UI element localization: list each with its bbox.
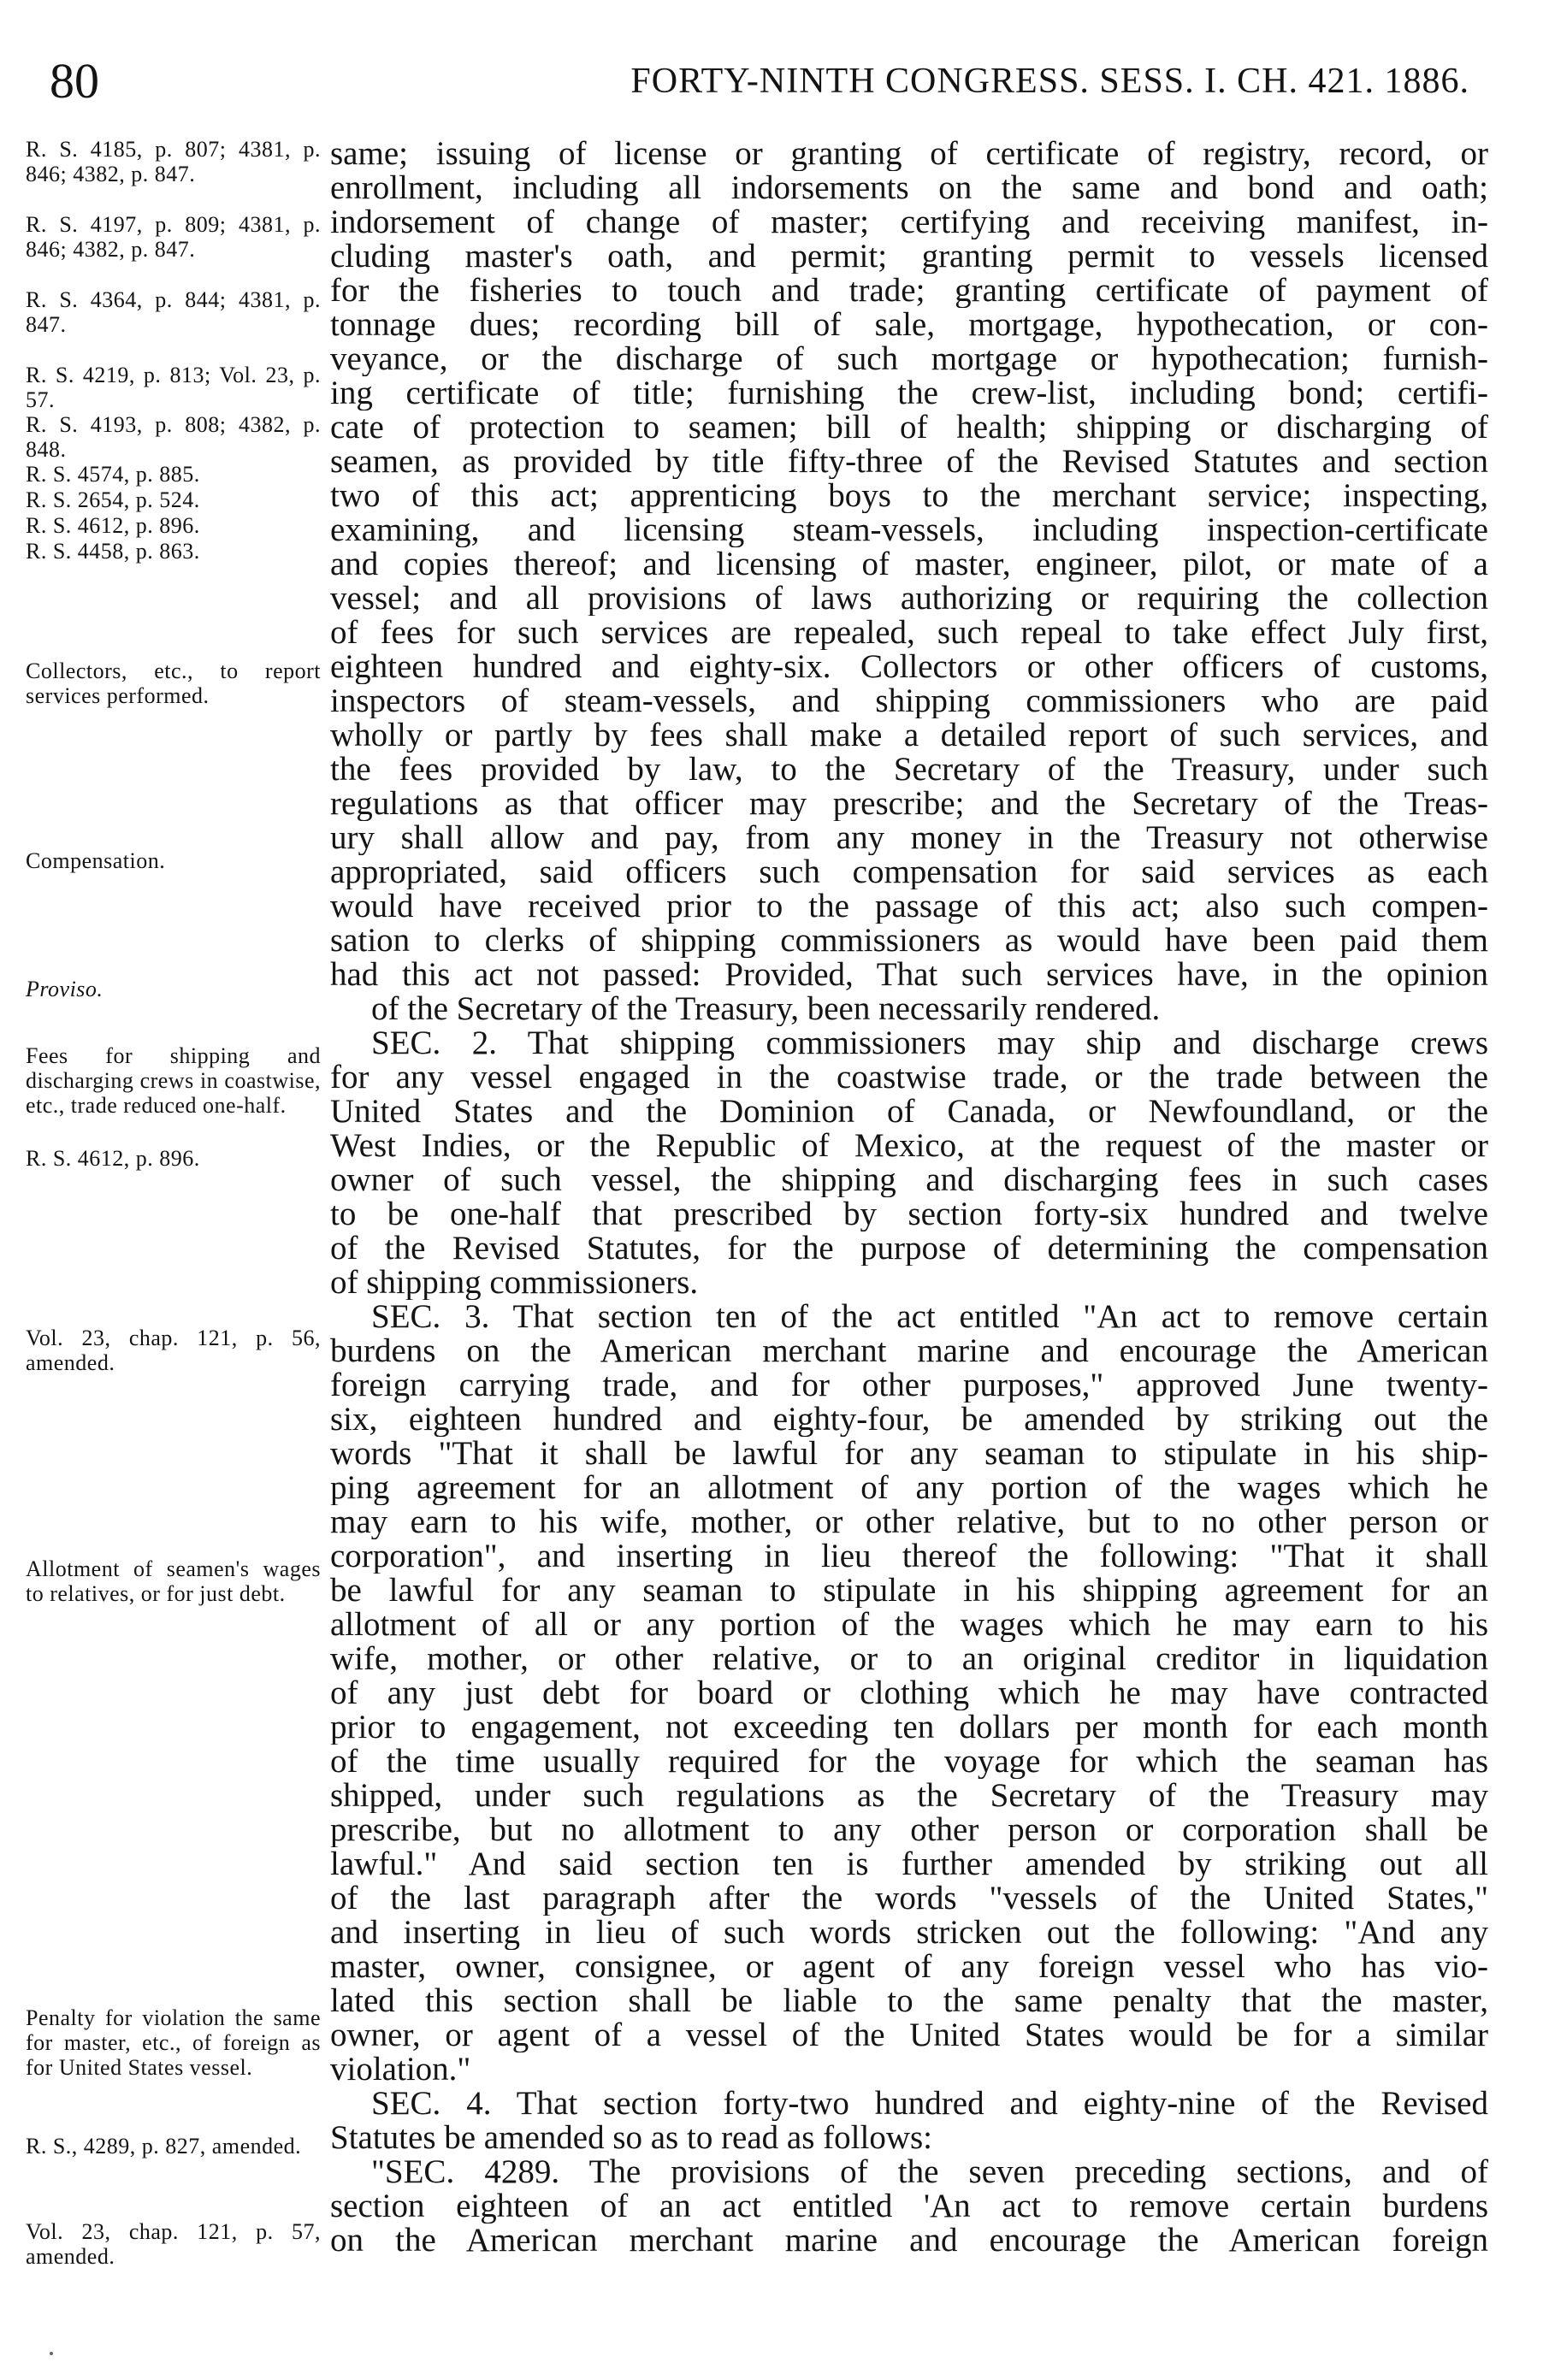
margin-note: R. S. 4219, p. 813; Vol. 23, p. 57.	[26, 363, 321, 412]
text-line: lawful." And said section ten is further amended by striking out all	[330, 1847, 1488, 1881]
text-line: indorsement of change of master; certifying and receiving manifest, in-	[330, 205, 1488, 239]
text-line: same; issuing of license or granting of certificate of registry, record, or	[330, 137, 1488, 171]
text-line: West Indies, or the Republic of Mexico, at the request of the master or	[330, 1129, 1488, 1163]
text-line: examining, and licensing steam-vessels, including inspection-certificate	[330, 513, 1488, 547]
page-header	[50, 51, 1469, 111]
margin-note: R. S. 4458, p. 863.	[26, 539, 200, 564]
text-line: regulations as that officer may prescribe; and the Secretary of the Treas-	[330, 787, 1488, 821]
section-start-line: SEC. 3. That section ten of the act entitled "An act to remove certain	[371, 1300, 1488, 1334]
margin-note: R. S. 4185, p. 807; 4381, p. 846; 4382, p. 847.	[26, 137, 321, 186]
text-line: burdens on the American merchant marine and encourage the American	[330, 1334, 1488, 1368]
text-line: section eighteen of an act entitled 'An act to remove certain burdens	[330, 2189, 1488, 2223]
text-line: veyance, or the discharge of such mortgage or hypothecation; furnish-	[330, 342, 1488, 376]
text-line: for any vessel engaged in the coastwise trade, or the trade between the	[330, 1060, 1488, 1095]
section-start-line: "SEC. 4289. The provisions of the seven preceding sections, and of	[371, 2155, 1488, 2189]
text-line: seamen, as provided by title fifty-three of the Revised Statutes and section	[330, 445, 1488, 479]
margin-note: R. S. 4612, p. 896.	[26, 1146, 200, 1171]
text-line: to be one-half that prescribed by section forty-six hundred and twelve	[330, 1197, 1488, 1231]
text-line: ury shall allow and pay, from any money in the Treasury not otherwise	[330, 821, 1488, 855]
text-line: United States and the Dominion of Canada, or Newfoundland, or the	[330, 1095, 1488, 1129]
text-line: master, owner, consignee, or agent of any foreign vessel who has vio-	[330, 1950, 1488, 1984]
margin-note: Vol. 23, chap. 121, p. 56, amended.	[26, 1326, 321, 1375]
page-number: 80	[50, 53, 99, 109]
text-line: corporation", and inserting in lieu thereof the following: "That it shall	[330, 1539, 1488, 1574]
text-line: lated this section shall be liable to the same penalty that the master,	[330, 1984, 1488, 2018]
text-line: eighteen hundred and eighty-six. Collectors or other officers of customs,	[330, 650, 1488, 684]
text-line: inspectors of steam-vessels, and shipping commissioners who are paid	[330, 684, 1488, 718]
margin-note: Fees for shipping and discharging crews in coastwise, etc., trade reduced one-half.	[26, 1043, 321, 1118]
text-line: cate of protection to seamen; bill of health; shipping or discharging of	[330, 410, 1488, 445]
text-line: of any just debt for board or clothing which he may have contracted	[330, 1676, 1488, 1710]
text-line: would have received prior to the passage of this act; also such compen-	[330, 889, 1488, 924]
margin-note: R. S. 4574, p. 885.	[26, 462, 200, 487]
text-line: on the American merchant marine and encourage the American foreign	[330, 2223, 1488, 2258]
margin-note: Penalty for violation the same for master, etc., of foreign as for United States vessel.	[26, 2005, 321, 2080]
margin-note: Proviso.	[26, 977, 103, 1001]
margin-note: R. S., 4289, p. 827, amended.	[26, 2134, 302, 2159]
running-head: FORTY-NINTH CONGRESS. SESS. I. CH. 421. 1886.	[630, 62, 1469, 101]
scan-speck	[50, 2352, 53, 2355]
text-line: six, eighteen hundred and eighty-four, be amended by striking out the	[330, 1403, 1488, 1437]
text-line: owner, or agent of a vessel of the United States would be for a similar	[330, 2018, 1488, 2052]
text-line: owner of such vessel, the shipping and discharging fees in such cases	[330, 1163, 1488, 1197]
text-line: of the Revised Statutes, for the purpose of determining the compensation	[330, 1231, 1488, 1266]
margin-note: R. S. 4364, p. 844; 4381, p. 847.	[26, 287, 321, 337]
text-line: wife, mother, or other relative, or to an original creditor in liquidation	[330, 1642, 1488, 1676]
text-line: prior to engagement, not exceeding ten dollars per month for each month	[330, 1710, 1488, 1745]
text-line: be lawful for any seaman to stipulate in his shipping agreement for an	[330, 1574, 1488, 1608]
margin-note: Vol. 23, chap. 121, p. 57, amended.	[26, 2219, 321, 2269]
text-line: vessel; and all provisions of laws authorizing or requiring the collection	[330, 582, 1488, 616]
text-line: two of this act; apprenticing boys to the merchant service; inspecting,	[330, 479, 1488, 513]
text-line: prescribe, but no allotment to any other person or corporation shall be	[330, 1813, 1488, 1847]
text-line: for the fisheries to touch and trade; granting certificate of payment of	[330, 274, 1488, 308]
text-line: of the time usually required for the voyage for which the seaman has	[330, 1745, 1488, 1779]
text-line: of fees for such services are repealed, such repeal to take effect July first,	[330, 616, 1488, 650]
text-line: of shipping commissioners.	[330, 1266, 699, 1300]
text-line: Statutes be amended so as to read as follows:	[330, 2121, 932, 2155]
text-line: allotment of all or any portion of the wages which he may earn to his	[330, 1608, 1488, 1642]
text-line: may earn to his wife, mother, or other relative, but to no other person or	[330, 1505, 1488, 1539]
text-line: ing certificate of title; furnishing the crew-list, including bond; certifi-	[330, 376, 1488, 410]
section-start-line: SEC. 4. That section forty-two hundred and eighty-nine of the Revised	[371, 2087, 1488, 2121]
text-line: had this act not passed: Provided, That such services have, in the opinion	[330, 958, 1488, 992]
text-line: sation to clerks of shipping commissioners as would have been paid them	[330, 924, 1488, 958]
text-line: words "That it shall be lawful for any seaman to stipulate in his ship-	[330, 1437, 1488, 1471]
text-line: cluding master's oath, and permit; granting permit to vessels licensed	[330, 239, 1488, 274]
text-line: of the last paragraph after the words "vessels of the United States,"	[330, 1881, 1488, 1916]
text-line: ping agreement for an allotment of any portion of the wages which he	[330, 1471, 1488, 1505]
margin-note: R. S. 4612, p. 896.	[26, 513, 200, 538]
margin-note: Compensation.	[26, 848, 166, 873]
text-line: foreign carrying trade, and for other purposes," approved June twenty-	[330, 1368, 1488, 1403]
margin-note: R. S. 4197, p. 809; 4381, p. 846; 4382, p. 847.	[26, 212, 321, 262]
text-line: violation."	[330, 2052, 471, 2087]
section-start-line: SEC. 2. That shipping commissioners may ship and discharge crews	[371, 1026, 1488, 1060]
text-line: and copies thereof; and licensing of master, engineer, pilot, or mate of a	[330, 547, 1488, 582]
text-line: the fees provided by law, to the Secretary of the Treasury, under such	[330, 753, 1488, 787]
margin-note: Allotment of seamen's wages to relatives, or for just debt.	[26, 1556, 321, 1606]
text-line: enrollment, including all indorsements on the same and bond and oath;	[330, 171, 1488, 205]
margin-note: R. S. 4193, p. 808; 4382, p. 848.	[26, 412, 321, 462]
text-line: of the Secretary of the Treasury, been necessarily rendered.	[371, 992, 1161, 1026]
margin-note: Collectors, etc., to report services performed.	[26, 658, 321, 708]
text-line: tonnage dues; recording bill of sale, mortgage, hypothecation, or con-	[330, 308, 1488, 342]
margin-note: R. S. 2654, p. 524.	[26, 487, 200, 512]
text-line: shipped, under such regulations as the Secretary of the Treasury may	[330, 1779, 1488, 1813]
text-line: wholly or partly by fees shall make a detailed report of such services, and	[330, 718, 1488, 753]
text-line: appropriated, said officers such compensation for said services as each	[330, 855, 1488, 889]
text-line: and inserting in lieu of such words stricken out the following: "And any	[330, 1916, 1488, 1950]
